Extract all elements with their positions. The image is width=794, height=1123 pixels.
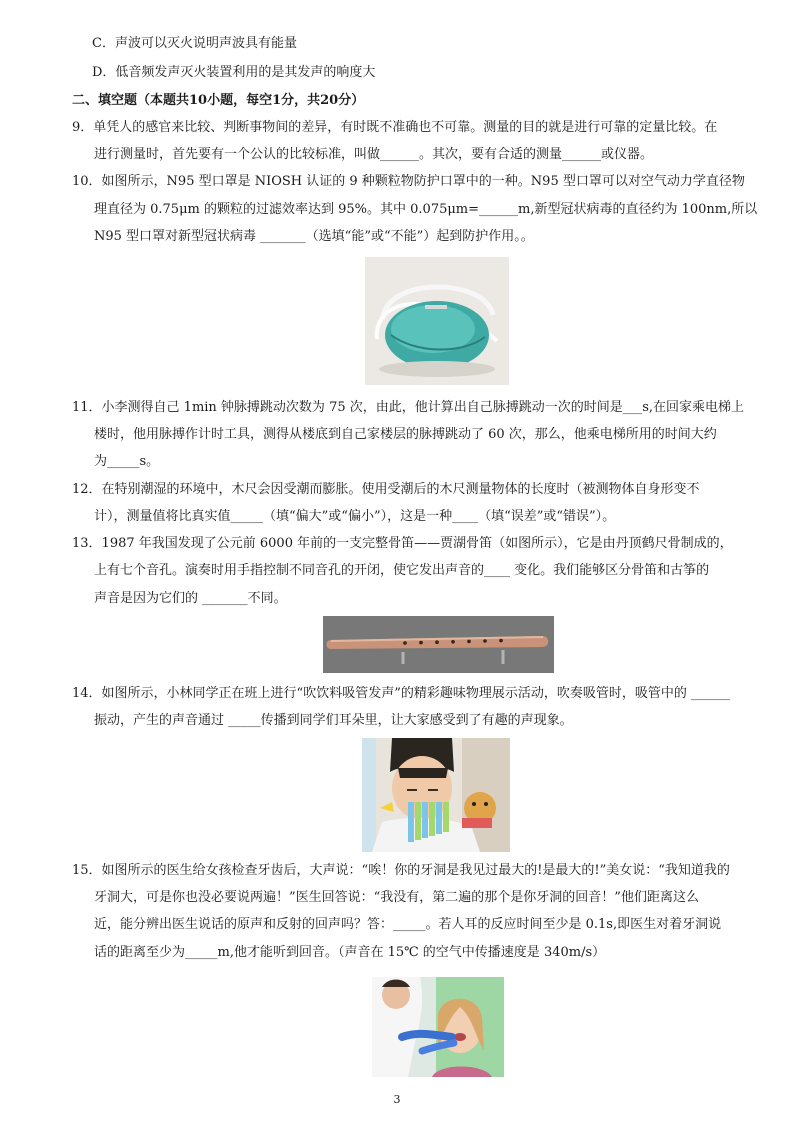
option-d: D．低音频发声灭火装置利用的是其发声的响度大 xyxy=(92,65,376,80)
q13-line-3: 声音是因为它们的 _______不同。 xyxy=(94,591,287,606)
q15-line-1: 15．如图所示的医生给女孩检查牙齿后，大声说：“唉！你的牙洞是我见过最大的!是最大的!”美女说：“我知道我的 xyxy=(72,863,730,878)
page-number: 3 xyxy=(393,1093,401,1106)
q11-line-1: 11．小李测得自己 1min 钟脉搏跳动次数为 75 次，由此，他计算出自己脉搏跳动一次的时间是___s,在回家乘电梯上 xyxy=(72,400,745,415)
q10-line-1: 10．如图所示，N95 型口罩是 NIOSH 认证的 9 种颗粒物防护口罩中的一种。N95 型口罩可以对空气动力学直径物 xyxy=(72,174,745,189)
q12-line-2: 计），测量值将比真实值_____（填“偏大”或“偏小”），这是一种____（填“误差”或“错误”）。 xyxy=(94,509,616,524)
q9-line-1: 9．单凭人的感官来比较、判断事物间的差异，有时既不准确也不可靠。测量的目的就是进行可靠的定量比较。在 xyxy=(72,120,718,135)
q14-line-1: 14．如图所示，小林同学正在班上进行“吹饮料吸管发声”的精彩趣味物理展示活动，吹奏吸管时，吸管中的 ______ xyxy=(72,686,730,701)
q10-line-3: N95 型口罩对新型冠状病毒 _______（选填“能”或“不能”）起到防护作用。。 xyxy=(94,229,534,244)
bone-flute-image xyxy=(323,616,554,673)
q11-line-2: 楼时，他用脉搏作计时工具，测得从楼底到自己家楼层的脉搏跳动了 60 次，那么，他乘电梯所用的时间大约 xyxy=(94,427,717,442)
q10-line-2: 理直径为 0.75μm 的颗粒的过滤效率达到 95%。其中 0.075μm=______m,新型冠状病毒的直径约为 100nm,所以 xyxy=(94,202,758,217)
q15-line-4: 话的距离至少为_____m,他才能听到回音。（声音在 15℃ 的空气中传播速度是 340m/s） xyxy=(94,945,606,960)
q11-line-3: 为_____s。 xyxy=(94,454,160,469)
option-c: C．声波可以灭火说明声波具有能量 xyxy=(92,36,297,51)
q15-line-2: 牙洞大，可是你也没必要说两遍！”医生回答说：“我没有，第二遍的那个是你牙洞的回音！”他们距离这么 xyxy=(94,890,699,905)
q14-line-2: 振动，产生的声音通过 _____传播到同学们耳朵里，让大家感受到了有趣的声现象。 xyxy=(94,713,573,728)
q13-line-1: 13．1987 年我国发现了公元前 6000 年前的一支完整骨笛——贾湖骨笛（如图所示），它是由丹顶鹤尺骨制成的， xyxy=(72,536,733,551)
q9-line-2: 进行测量时，首先要有一个公认的比较标准，叫做______。其次，要有合适的测量______或仪器。 xyxy=(94,147,654,162)
section-title: 二、填空题（本题共10小题，每空1分，共20分） xyxy=(72,93,365,108)
straw-flute-image xyxy=(362,738,510,852)
n95-mask-image xyxy=(365,257,509,385)
q13-line-2: 上有七个音孔。演奏时用手指控制不同音孔的开闭，使它发出声音的____ 变化。我们能够区分骨笛和古筝的 xyxy=(94,563,710,578)
dentist-image xyxy=(372,977,504,1077)
q15-line-3: 近，能分辨出医生说话的原声和反射的回声吗？答：_____。若人耳的反应时间至少是 0.1s,即医生对着牙洞说 xyxy=(94,917,722,932)
q12-line-1: 12．在特别潮湿的环境中，木尺会因受潮而膨胀。使用受潮后的木尺测量物体的长度时（被测物体自身形变不 xyxy=(72,482,700,497)
